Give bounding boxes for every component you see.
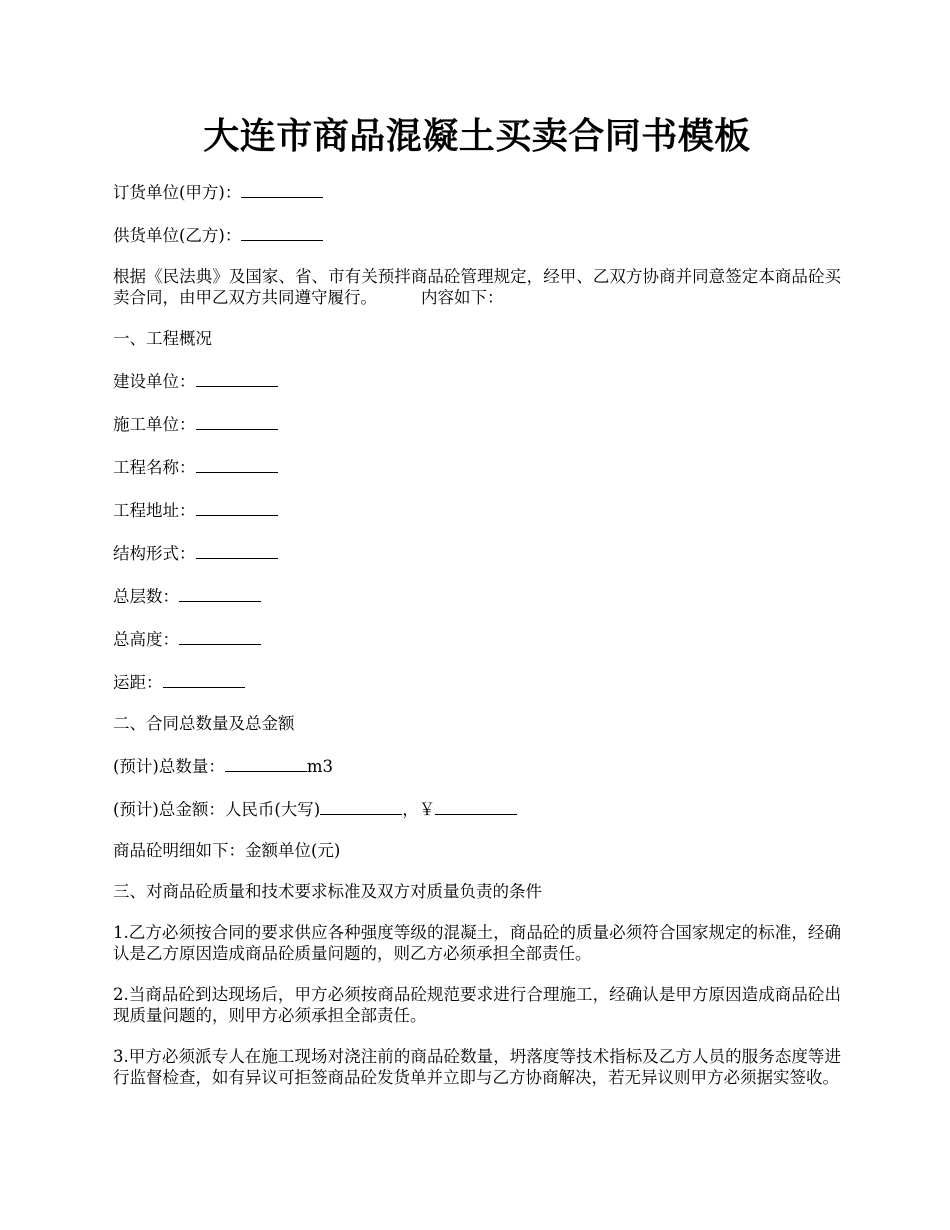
clause-2: 2.当商品砼到达现场后，甲方必须按商品砼规范要求进行合理施工，经确认是甲方原因造成商品砼出现质量问题的，则甲方必须承担全部责任。 [113, 985, 841, 1025]
structure-type-blank [196, 541, 278, 559]
total-amount-words-blank [320, 797, 402, 815]
project-name-label: 工程名称： [113, 458, 196, 477]
buyer-blank [241, 180, 323, 198]
project-address-line [113, 498, 841, 521]
haul-distance-line [113, 670, 841, 693]
total-floors-line [113, 584, 841, 607]
clause-3: 3.甲方必须派专人在施工现场对浇注前的商品砼数量，坍落度等技术指标及乙方人员的服务态度等进行监督检查，如有异议可拒签商品砼发货单并立即与乙方协商解决，若无异议则甲方必须据实签收。 [113, 1047, 841, 1087]
project-address-label: 工程地址： [113, 501, 196, 520]
total-quantity-unit: m3 [306, 757, 334, 776]
contractor-label: 施工单位： [113, 415, 196, 434]
total-quantity-line [113, 754, 841, 777]
structure-type-line [113, 541, 841, 564]
total-floors-blank [179, 584, 261, 602]
structure-type-label: 结构形式： [113, 544, 196, 563]
clause-1: 1.乙方必须按合同的要求供应各种强度等级的混凝土，商品砼的质量必须符合国家规定的标准，经确认是乙方原因造成商品砼质量问题的，则乙方必须承担全部责任。 [113, 923, 841, 963]
document-page [113, 112, 841, 1108]
total-amount-label: (预计)总金额：人民币(大写) [113, 800, 321, 819]
total-amount-figures-blank [435, 797, 517, 815]
total-floors-label: 总层数： [113, 587, 179, 606]
intro-tail: 内容如下： [421, 288, 504, 307]
project-address-blank [196, 498, 278, 516]
contractor-blank [196, 412, 278, 430]
total-amount-sep: ，￥ [402, 800, 436, 819]
construction-unit-label: 建设单位： [113, 372, 196, 391]
section2-heading: 二、合同总数量及总金额 [113, 714, 295, 733]
intro-text: 根据《民法典》及国家、省、市有关预拌商品砼管理规定，经甲、乙双方协商并同意签定本商品砼买卖合同，由甲乙双方共同遵守履行。 [113, 267, 841, 307]
construction-unit-line [113, 369, 841, 392]
total-height-blank [179, 627, 261, 645]
buyer-label: 订货单位(甲方)： [113, 183, 242, 202]
total-amount-line [113, 797, 841, 820]
total-quantity-blank [225, 754, 307, 772]
detail-line: 商品砼明细如下：金额单位(元) [113, 841, 341, 860]
buyer-line [113, 180, 841, 203]
intro-paragraph [113, 266, 841, 308]
total-quantity-label: (预计)总数量： [113, 757, 225, 776]
seller-line [113, 223, 841, 246]
contractor-line [113, 412, 841, 435]
total-height-line [113, 627, 841, 650]
project-name-line [113, 455, 841, 478]
project-name-blank [196, 455, 278, 473]
haul-distance-label: 运距： [113, 673, 163, 692]
section3-heading: 三、对商品砼质量和技术要求标准及双方对质量负责的条件 [113, 882, 542, 901]
seller-blank [241, 223, 323, 241]
section1-heading: 一、工程概况 [113, 329, 212, 348]
seller-label: 供货单位(乙方)： [113, 226, 242, 245]
haul-distance-blank [163, 670, 245, 688]
document-title: 大连市商品混凝土买卖合同书模板 [203, 115, 751, 157]
total-height-label: 总高度： [113, 630, 179, 649]
construction-unit-blank [196, 369, 278, 387]
